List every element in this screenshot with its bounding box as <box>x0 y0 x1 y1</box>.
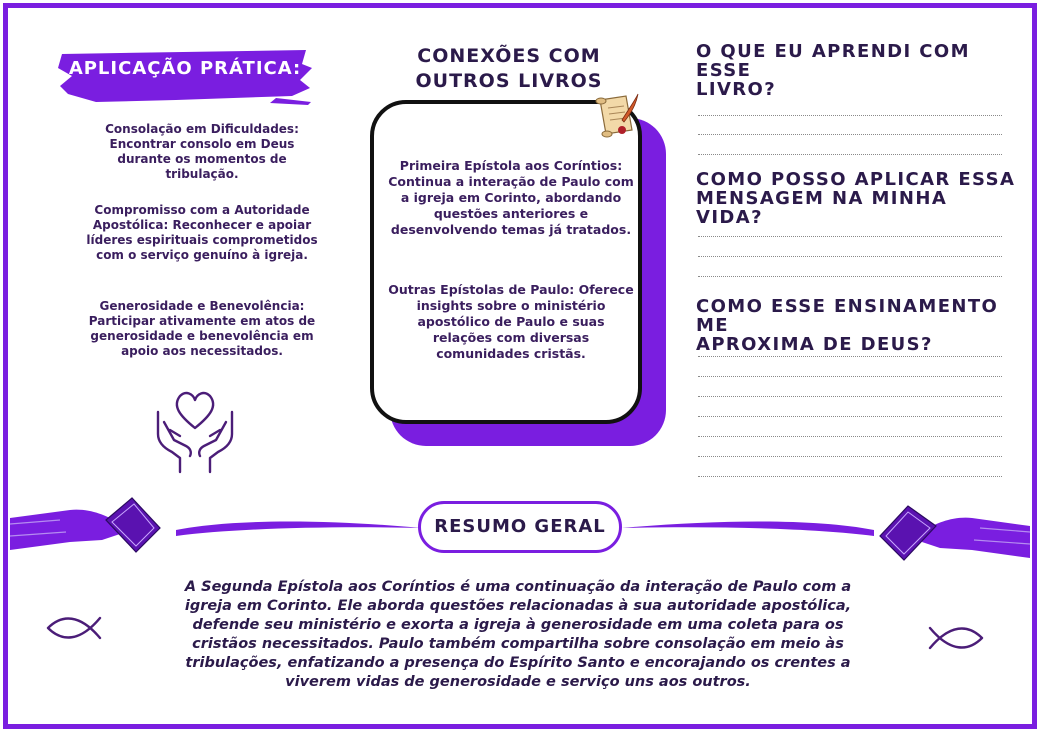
pergunta-aproxima-line2: APROXIMA DE DEUS? <box>696 334 933 355</box>
answer-line <box>698 376 1002 377</box>
book-hand-icon <box>10 490 180 562</box>
pergunta-aplicar-line1: COMO POSSO APLICAR ESSA <box>696 169 1016 190</box>
resumo-text: A Segunda Epístola aos Coríntios é uma continuação da interação de Paulo com a igreja em Corinto. Ele aborda questões relacionadas à sua autoridade apostólica, defende seu ministério e exorta a igreja à generosidade em uma coleta para os cristãos necessitados. Paulo também compartilha sobre consolação em meio às tribulações, enfatizando a presença do Espírito Santo e encorajando os crentes a viverem vidas de generosidade e serviço uns aos outros. <box>184 579 852 690</box>
book-hand-icon <box>862 496 1030 568</box>
answer-line <box>698 276 1002 277</box>
answer-line <box>698 236 1002 237</box>
pergunta-aplicar <box>696 170 1016 227</box>
fish-icon <box>46 614 102 642</box>
answer-line <box>698 396 1002 397</box>
fish-icon <box>928 624 984 652</box>
heart-hands-icon <box>150 388 240 474</box>
conexoes-item-outras-epistolas: Outras Epístolas de Paulo: Oferece insights sobre o ministério apostólico de Paulo e suas relações com diversas comunidades cristãs. <box>388 282 634 361</box>
answer-line <box>698 256 1002 257</box>
answer-line <box>698 356 1002 357</box>
answer-line <box>698 456 1002 457</box>
aplicacao-item-generosidade: Generosidade e Benevolência: Participar ativamente em atos de generosidade e benevolência em apoio aos necessitados. <box>88 299 316 358</box>
scroll-quill-icon <box>592 90 640 140</box>
conexoes-title-line1: CONEXÕES COM <box>417 45 601 67</box>
pergunta-aprendi <box>696 42 1016 99</box>
aplicacao-item-autoridade: Compromisso com a Autoridade Apostólica: Reconhecer e apoiar líderes espirituais comprometidos com o serviço genuíno à igreja. <box>86 203 318 262</box>
pergunta-aproxima <box>696 297 1016 354</box>
resumo-title: RESUMO GERAL <box>434 516 606 537</box>
answer-line <box>698 134 1002 135</box>
conexoes-item-primeira-corintios: Primeira Epístola aos Coríntios: Continua a interação de Paulo com a igreja em Corinto, abordando questões anteriores e desenvolvendo temas já tratados. <box>388 158 634 237</box>
aplicacao-title: APLICAÇÃO PRÁTICA: <box>68 58 302 79</box>
pergunta-aprendi-line1: O QUE EU APRENDI COM ESSE <box>696 41 970 81</box>
answer-line <box>698 476 1002 477</box>
conexoes-card <box>370 100 642 424</box>
right-divider <box>622 514 874 544</box>
left-divider <box>176 514 420 544</box>
pergunta-aprendi-line2: LIVRO? <box>696 79 777 100</box>
answer-line <box>698 436 1002 437</box>
conexoes-title <box>404 44 614 94</box>
answer-line <box>698 416 1002 417</box>
answer-line <box>698 154 1002 155</box>
pergunta-aproxima-line1: COMO ESSE ENSINAMENTO ME <box>696 296 999 336</box>
pergunta-aplicar-line2: MENSAGEM NA MINHA VIDA? <box>696 188 948 228</box>
aplicacao-item-consolacao: Consolação em Dificuldades: Encontrar consolo em Deus durante os momentos de tribulação. <box>105 122 299 181</box>
conexoes-title-line2: OUTROS LIVROS <box>415 70 603 92</box>
answer-line <box>698 115 1002 116</box>
